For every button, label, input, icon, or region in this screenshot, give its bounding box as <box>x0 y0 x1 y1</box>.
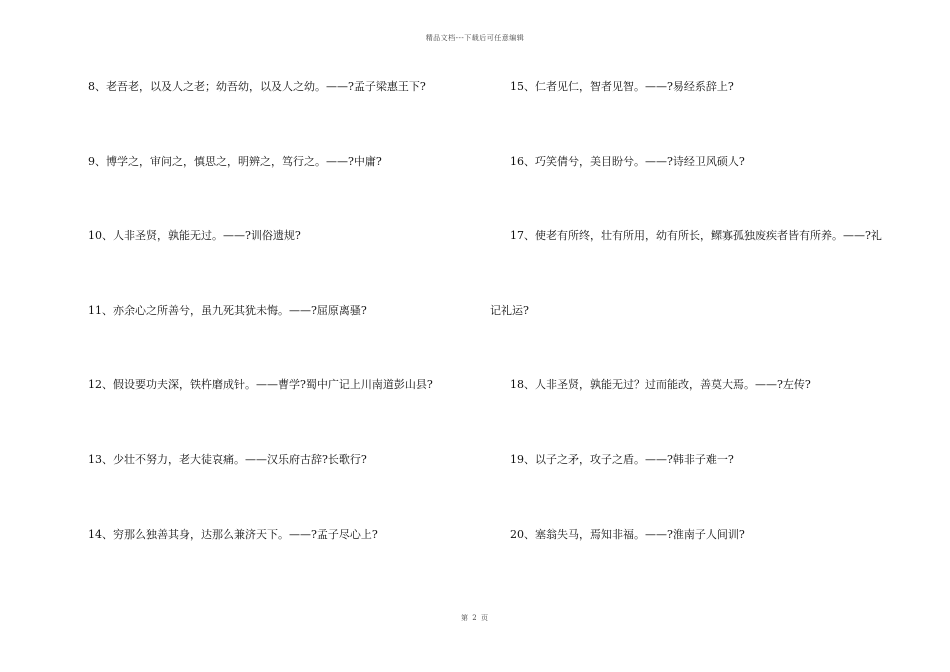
quote-item-11: 11、亦余心之所善兮，虽九死其犹未悔。——?屈原离骚? <box>88 304 367 317</box>
quote-item-13: 13、少壮不努力，老大徒哀痛。——汉乐府古辞?长歌行? <box>88 453 367 466</box>
page-header: 精品文档---下载后可任意编辑 <box>425 34 525 42</box>
quote-item-18: 18、人非圣贤，孰能无过？过而能改，善莫大焉。——?左传? <box>510 378 811 391</box>
quote-item-17-continued: 记礼运? <box>490 304 529 317</box>
quote-item-9: 9、博学之，审问之，慎思之，明辨之，笃行之。——?中庸? <box>88 155 382 168</box>
quote-item-16: 16、巧笑倩兮，美目盼兮。——?诗经卫风硕人? <box>510 155 745 168</box>
quote-item-17: 17、使老有所终，壮有所用，幼有所长，鳏寡孤独废疾者皆有所养。——?礼 <box>510 229 882 242</box>
quote-item-19: 19、以子之矛，攻子之盾。——?韩非子难一? <box>510 453 734 466</box>
page-number: 第 2 页 <box>461 614 489 622</box>
quote-item-8: 8、老吾老，以及人之老；幼吾幼，以及人之幼。——?孟子梁惠王下? <box>88 80 426 93</box>
quote-item-10: 10、人非圣贤，孰能无过。——?训俗遗规? <box>88 229 301 242</box>
quote-item-12: 12、假设要功夫深，铁杵磨成针。——曹学?蜀中广记上川南道彭山县? <box>88 378 433 391</box>
quote-item-14: 14、穷那么独善其身，达那么兼济天下。——?孟子尽心上? <box>88 528 378 541</box>
quote-item-20: 20、塞翁失马，焉知非福。——?淮南子人间训? <box>510 528 745 541</box>
quote-item-15: 15、仁者见仁，智者见智。——?易经系辞上? <box>510 80 734 93</box>
